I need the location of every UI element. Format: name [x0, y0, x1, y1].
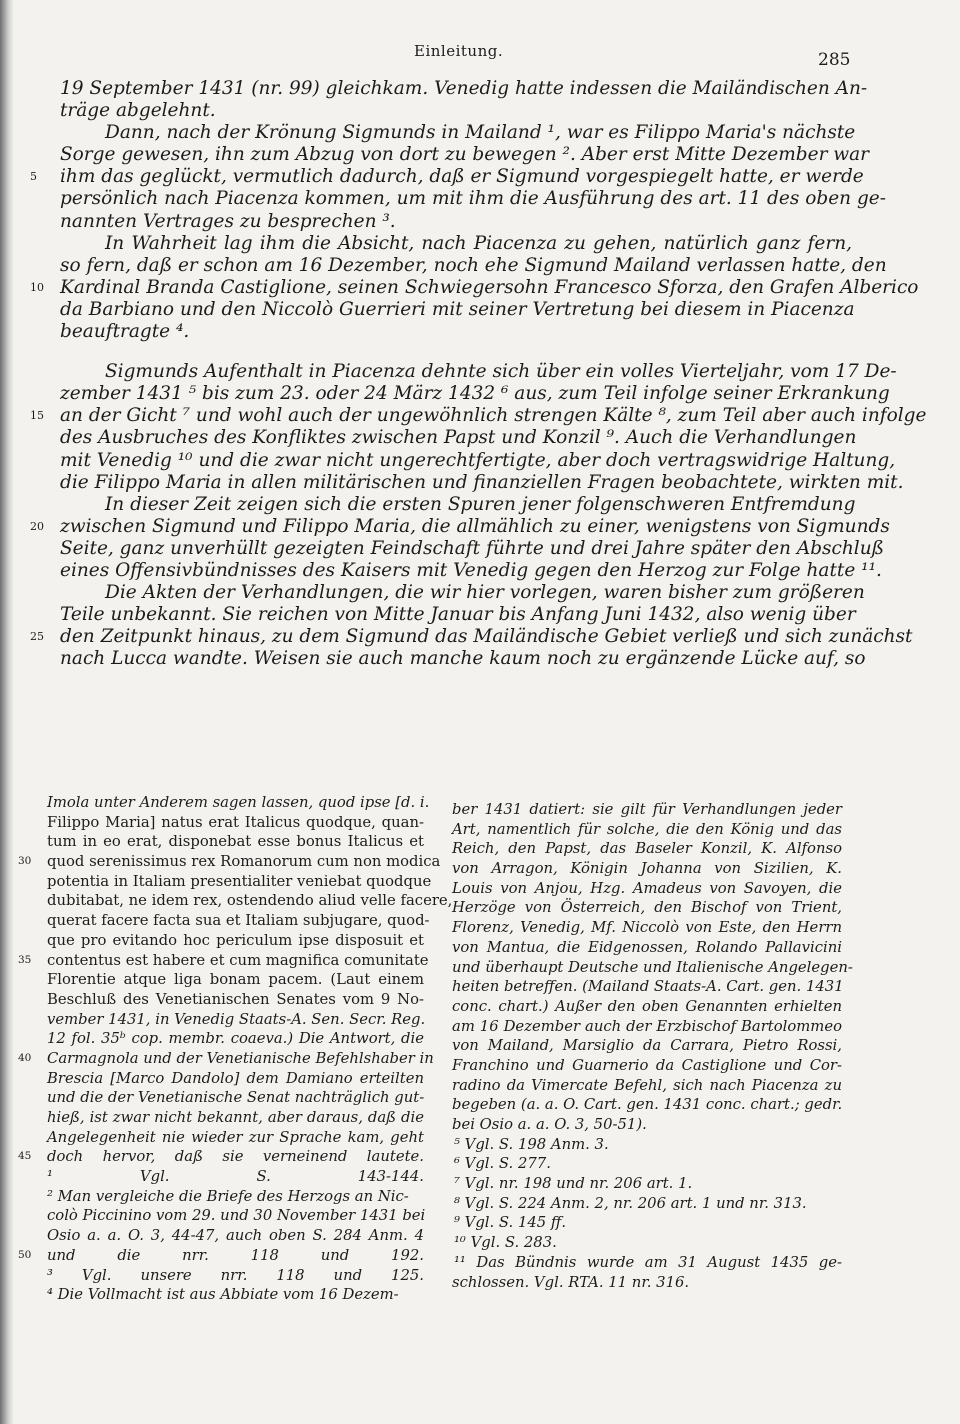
- text-line: [30, 493, 856, 516]
- text-line: [30, 211, 852, 233]
- line-text: potentia in Italiam presentialiter veniebat quodque: [47, 872, 432, 890]
- line-number: 40: [18, 1051, 32, 1064]
- text-line: [30, 144, 869, 166]
- line-text: ⁴ Die Vollmacht ist aus Abbiate vom 16 Dezem-: [47, 1286, 399, 1304]
- line-text: ² Man vergleiche die Briefe des Herzogs an Nic-: [47, 1187, 409, 1205]
- page-header: [0, 42, 960, 72]
- line-text: Sorge gewesen, ihn zum Abzug von dort zu bewegen ². Aber erst Mitte Dezember war: [60, 144, 869, 166]
- footnote-line: [18, 793, 430, 813]
- footnote-line: [18, 1266, 424, 1286]
- paragraph-gap: [30, 343, 852, 361]
- footnote-line: [18, 1147, 424, 1167]
- footnote-line: [440, 1233, 842, 1253]
- line-text: nannten Vertrages zu besprechen ³.: [60, 210, 396, 232]
- line-text: Brescia [Marco Dandolo] dem Damiano erteilten: [47, 1069, 424, 1087]
- line-text: ber 1431 datiert: sie gilt für Verhandlungen jeder: [452, 801, 842, 818]
- footnote-line: [18, 1206, 424, 1226]
- line-text: von Mantua, die Eidgenossen, Rolando Pallavicini: [452, 938, 842, 956]
- footnote-line: [440, 1076, 842, 1096]
- line-text: Carmagnola und der Venetianische Befehlshaber in: [47, 1049, 434, 1067]
- footnote-line: [18, 1226, 424, 1246]
- line-text: colò Piccinino vom 29. und 30 November 1431 bei: [47, 1207, 426, 1225]
- line-text: Dann, nach der Krönung Sigmunds in Mailand ¹, war es Filippo Maria's nächste: [105, 122, 856, 144]
- text-line: [30, 405, 927, 427]
- footnote-line: [440, 898, 842, 918]
- text-line: [30, 188, 886, 210]
- line-text: mit Venedig ¹⁰ und die zwar nicht ungerechtfertigte, aber doch vertragswidrige Haltung,: [60, 449, 896, 471]
- line-text: Teile unbekannt. Sie reichen von Mitte Januar bis Anfang Juni 1432, also wenig über: [60, 604, 856, 626]
- line-number: 50: [18, 1248, 32, 1261]
- footnotes-right-column: [440, 800, 853, 1292]
- line-text: persönlich nach Piacenza kommen, um mit ihm die Ausführung des art. 11 des oben ge-: [60, 188, 886, 210]
- line-text: des Ausbruches des Konfliktes zwischen Papst und Konzil ⁹. Auch die Verhandlungen: [60, 427, 857, 449]
- text-line: [30, 559, 882, 582]
- footnote-line: [440, 1273, 842, 1293]
- line-number: 10: [30, 280, 44, 294]
- footnote-line: [18, 1029, 424, 1049]
- footnote-line: [18, 1069, 424, 1089]
- footnote-line: [18, 1167, 424, 1187]
- line-text: Seite, ganz unverhüllt gezeigten Feindschaft führte und drei Jahre später den Abschluß: [60, 537, 884, 559]
- page-number: 285: [818, 50, 851, 70]
- text-line: [30, 166, 864, 188]
- line-text: In dieser Zeit zeigen sich die ersten Spuren jener folgenschweren Entfremdung: [105, 493, 856, 515]
- line-number: 45: [18, 1150, 32, 1163]
- footnotes-left-column: [18, 793, 453, 1305]
- footnote-line: [440, 1253, 842, 1273]
- line-text: ihm das geglückt, vermutlich dadurch, daß er Sigmund vorgespiegelt hatte, er werde: [60, 166, 864, 188]
- line-text: und überhaupt Deutsche und Italienische Angelegen-: [452, 958, 853, 976]
- line-text: 19 September 1431 (nr. 99) gleichkam. Venedig hatte indessen die Mailändischen An-: [60, 78, 868, 99]
- line-text: den Zeitpunkt hinaus, zu dem Sigmund das Mailändische Gebiet verließ und sich zunächst: [60, 626, 913, 648]
- line-text: Florentie atque liga bonam pacem. (Laut einem: [47, 971, 424, 989]
- line-number: 30: [18, 855, 32, 868]
- line-text: ⁸ Vgl. S. 224 Anm. 2, nr. 206 art. 1 und nr. 313.: [454, 1194, 807, 1212]
- footnote-line: [18, 1108, 424, 1128]
- line-text: ³ Vgl. unsere nrr. 118 und 125.: [47, 1266, 424, 1284]
- line-text: Osio a. a. O. 3, 44-47, auch oben S. 284 Anm. 4: [47, 1227, 424, 1245]
- text-line: [30, 233, 852, 255]
- line-text: da Barbiano und den Niccolò Guerrieri mit seiner Vertretung bei diesem in Piacenza: [60, 298, 855, 320]
- text-line: [30, 321, 852, 343]
- footnote-line: [440, 1213, 842, 1233]
- footnote-line: [18, 1187, 424, 1207]
- line-text: hieß, ist zwar nicht bekannt, aber daraus, daß die: [47, 1109, 424, 1126]
- line-text: radino da Vimercate Befehl, sich nach Piacenza zu: [452, 1076, 842, 1094]
- line-text: ¹⁰ Vgl. S. 283.: [454, 1234, 557, 1252]
- line-text: In Wahrheit lag ihm die Absicht, nach Piacenza zu gehen, natürlich ganz fern,: [105, 232, 852, 254]
- text-line: [30, 78, 868, 100]
- footnote-line: [18, 813, 424, 833]
- line-text: Angelegenheit nie wieder zur Sprache kam, geht: [47, 1128, 424, 1146]
- text-line: [30, 100, 852, 122]
- line-text: zember 1431 ⁵ bis zum 23. oder 24 März 1432 ⁶ aus, zum Teil infolge seiner Erkrankung: [60, 383, 890, 405]
- footnote-line: [440, 839, 842, 859]
- footnote-line: [18, 1285, 424, 1305]
- line-text: und die der Venetianische Senat nachträglich gut-: [47, 1089, 425, 1107]
- line-text: contentus est habere et cum magnifica comunitate: [47, 951, 429, 969]
- footnote-line: [440, 879, 842, 899]
- line-text: am 16 Dezember auch der Erzbischof Bartolommeo: [452, 1017, 842, 1035]
- footnote-line: [18, 1246, 424, 1266]
- line-text: eines Offensivbündnisses des Kaisers mit Venedig gegen den Herzog zur Folge hatte ¹¹.: [60, 559, 882, 581]
- text-line: [30, 298, 855, 321]
- footnote-line: [18, 951, 429, 971]
- line-text: dubitabat, ne idem rex, ostendendo aliud velle facere,: [47, 892, 453, 910]
- footnote-line: [440, 1194, 842, 1214]
- main-text: [30, 78, 927, 670]
- text-line: [30, 626, 913, 648]
- line-text: begeben (a. a. O. Cart. gen. 1431 conc. chart.; gedr.: [452, 1096, 843, 1114]
- line-number: 35: [18, 953, 32, 966]
- line-text: ¹ Vgl. S. 143-144.: [47, 1168, 424, 1186]
- line-text: so fern, daß er schon am 16 Dezember, noch ehe Sigmund Mailand verlassen hatte, den: [60, 254, 887, 276]
- line-text: von Mailand, Marsiglio da Carrara, Pietro Rossi,: [452, 1037, 842, 1055]
- footnote-line: [18, 911, 430, 931]
- line-number: 15: [30, 409, 44, 423]
- line-text: querat facere facta sua et Italiam subjugare, quod-: [47, 912, 430, 930]
- footnote-line: [18, 970, 424, 990]
- footnote-line: [440, 1095, 842, 1115]
- text-line: [30, 122, 856, 144]
- line-text: Filippo Maria] natus erat Italicus quodque, quan-: [47, 813, 424, 831]
- line-text: Imola unter Anderem sagen lassen, quod ipse [d. i.: [47, 794, 430, 811]
- footnote-line: [18, 891, 453, 911]
- line-text: an der Gicht ⁷ und wohl auch der ungewöhnlich strengen Kälte ⁸, zum Teil aber auch infolge: [60, 405, 927, 427]
- line-text: die Filippo Maria in allen militärischen und finanziellen Fragen beobachtete, wirkten mit.: [60, 471, 904, 493]
- line-text: nach Lucca wandte. Weisen sie auch manche kaum noch zu ergänzende Lücke auf, so: [60, 648, 866, 670]
- line-text: quod serenissimus rex Romanorum cum non modica: [47, 853, 441, 871]
- footnote-line: [440, 859, 842, 879]
- line-text: Beschluß des Venetianischen Senates vom 9 No-: [47, 990, 424, 1008]
- line-text: tum in eo erat, disponebat esse bonus Italicus et: [47, 833, 424, 851]
- footnote-line: [440, 820, 842, 840]
- line-text: ⁶ Vgl. S. 277.: [454, 1155, 551, 1173]
- line-number: 5: [30, 170, 37, 184]
- line-text: Reich, den Papst, das Baseler Konzil, K. Alfonso: [452, 840, 842, 858]
- line-text: Franchino und Guarnerio da Castiglione und Cor-: [452, 1056, 842, 1074]
- footnote-line: [18, 1010, 424, 1030]
- line-text: conc. chart.) Außer den oben Genannten erhielten: [452, 997, 842, 1015]
- line-text: ⁵ Vgl. S. 198 Anm. 3.: [454, 1135, 609, 1153]
- footnote-line: [18, 1049, 434, 1069]
- running-title: Einleitung.: [414, 42, 504, 60]
- line-text: vember 1431, in Venedig Staats-A. Sen. Secr. Reg.: [47, 1010, 426, 1028]
- line-text: Die Akten der Verhandlungen, die wir hier vorlegen, waren bisher zum größeren: [105, 582, 865, 604]
- line-text: träge abgelehnt.: [60, 100, 216, 122]
- footnote-line: [440, 1017, 842, 1037]
- line-text: von Arragon, Königin Johanna von Sizilien, K.: [452, 860, 842, 878]
- text-line: [30, 648, 866, 670]
- line-text: zwischen Sigmund und Filippo Maria, die allmählich zu einer, wenigstens von Sigmunds: [60, 515, 890, 537]
- line-number: 20: [30, 519, 44, 533]
- footnote-line: [440, 1036, 842, 1056]
- footnote-line: [440, 977, 842, 997]
- line-text: bei Osio a. a. O. 3, 50-51).: [452, 1116, 647, 1133]
- text-line: [30, 361, 897, 383]
- line-text: Louis von Anjou, Hzg. Amadeus von Savoyen, die: [452, 879, 842, 897]
- line-text: Art, namentlich für solche, die den König und das: [452, 820, 842, 838]
- text-line: [30, 582, 865, 604]
- footnote-line: [18, 1088, 424, 1108]
- footnote-line: [440, 958, 853, 978]
- footnote-line: [18, 1128, 424, 1148]
- footnote-line: [18, 931, 424, 951]
- line-text: ⁹ Vgl. S. 145 ff.: [454, 1214, 567, 1232]
- line-text: beauftragte ⁴.: [60, 321, 190, 343]
- footnote-line: [440, 918, 842, 938]
- footnote-line: [18, 872, 432, 892]
- footnote-line: [18, 832, 424, 852]
- text-line: [30, 471, 904, 494]
- line-text: 12 fol. 35ᵇ cop. membr. coaeva.) Die Antwort, die: [47, 1030, 424, 1048]
- line-text: ¹¹ Das Bündnis wurde am 31 August 1435 ge-: [454, 1253, 842, 1271]
- line-number: 25: [30, 630, 44, 644]
- line-text: ⁷ Vgl. nr. 198 und nr. 206 art. 1.: [454, 1175, 693, 1193]
- text-line: [30, 254, 887, 277]
- text-line: [30, 427, 857, 449]
- text-line: [30, 383, 890, 405]
- footnote-line: [440, 938, 842, 958]
- footnote-line: [18, 990, 424, 1010]
- line-text: que pro evitando hoc periculum ipse disposuit et: [47, 931, 424, 949]
- footnote-line: [440, 1174, 842, 1194]
- line-text: Florenz, Venedig, Mf. Niccolò von Este, den Herrn: [452, 919, 842, 937]
- text-line: [30, 276, 919, 299]
- footnote-line: [440, 1154, 842, 1174]
- line-text: Herzöge von Österreich, den Bischof von Trient,: [452, 899, 842, 917]
- footnote-line: [18, 852, 441, 872]
- line-text: schlossen. Vgl. RTA. 11 nr. 316.: [452, 1273, 690, 1291]
- footnote-line: [440, 1115, 842, 1135]
- text-line: [30, 515, 890, 538]
- line-text: und die nrr. 118 und 192.: [47, 1246, 424, 1264]
- text-line: [30, 604, 856, 626]
- scan-binding-shadow: [0, 0, 14, 1424]
- line-text: Sigmunds Aufenthalt in Piacenza dehnte sich über ein volles Vierteljahr, vom 17 De-: [105, 361, 897, 383]
- text-line: [30, 537, 884, 560]
- footnote-line: [440, 1135, 842, 1155]
- footnote-line: [440, 997, 842, 1017]
- footnote-line: [440, 1056, 842, 1076]
- footnote-line: [440, 800, 842, 820]
- line-text: heiten betreffen. (Mailand Staats-A. Cart. gen. 1431: [452, 978, 844, 996]
- line-text: Kardinal Branda Castiglione, seinen Schwiegersohn Francesco Sforza, den Grafen Alberico: [60, 276, 919, 298]
- line-text: doch hervor, daß sie verneinend lautete.: [47, 1148, 424, 1166]
- text-line: [30, 449, 896, 472]
